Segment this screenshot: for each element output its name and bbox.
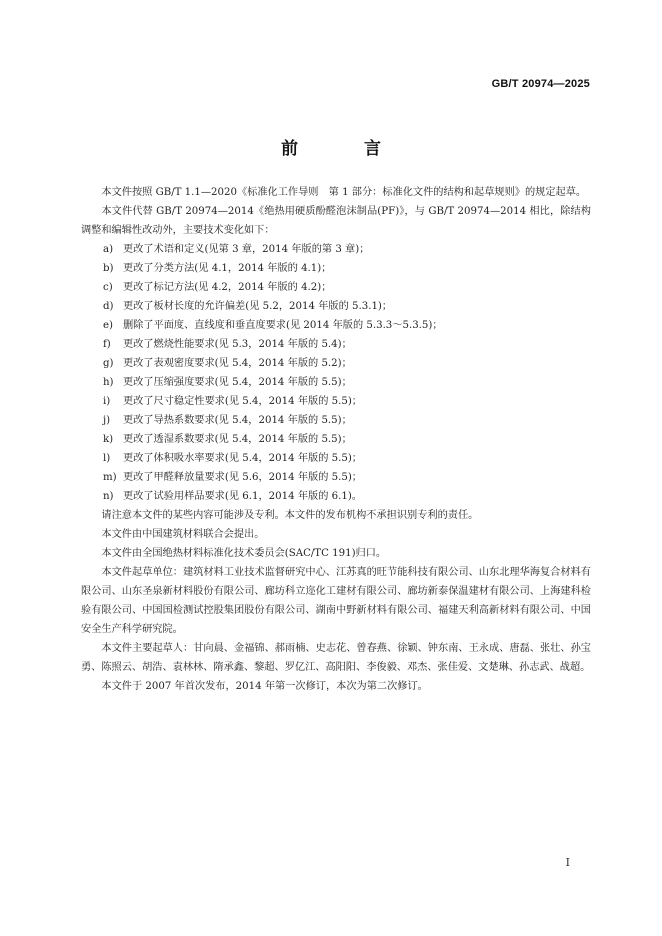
page-number: I — [565, 856, 570, 869]
list-item — [81, 430, 591, 449]
paragraph-committee: 本文件由全国绝热材料标准化技术委员会(SAC/TC 191)归口。 — [101, 548, 387, 559]
list-item-text: 更改了甲醛释放量要求(见 5.6，2014 年版的 5.5)； — [123, 472, 362, 483]
list-item — [81, 487, 591, 506]
list-marker: d) — [103, 301, 114, 312]
list-item-text: 更改了导热系数要求(见 5.4，2014 年版的 5.5)； — [123, 415, 352, 426]
list-item-text: 更改了板材长度的允许偏差(见 5.2，2014 年版的 5.3.1)； — [123, 301, 393, 312]
paragraph-proposer: 本文件由中国建筑材料联合会提出。 — [101, 529, 265, 540]
list-item — [81, 297, 591, 316]
changes-list — [81, 240, 591, 506]
list-item — [81, 335, 591, 354]
list-marker: c) — [103, 282, 113, 293]
list-item — [81, 278, 591, 297]
list-item — [81, 392, 591, 411]
list-item-text: 更改了燃烧性能要求(见 5.3，2014 年版的 5.4)； — [123, 339, 352, 350]
paragraph-patent-notice: 请注意本文件的某些内容可能涉及专利。本文件的发布机构不承担识别专利的责任。 — [101, 510, 479, 521]
foreword-body — [81, 183, 591, 696]
list-item-text: 更改了压缩强度要求(见 5.4，2014 年版的 5.5)； — [123, 377, 352, 388]
list-marker: a) — [103, 244, 114, 255]
list-marker: f) — [103, 339, 111, 350]
list-item — [81, 449, 591, 468]
list-marker: h) — [103, 377, 114, 388]
list-marker: g) — [103, 358, 114, 369]
list-marker: m) — [103, 472, 117, 483]
paragraph-drafting-units: 本文件起草单位：建筑材料工业技术监督研究中心、江苏真的旺节能科技有限公司、山东北理华海复合材料有限公司、山东圣泉新材料股份有限公司、廊坊科立迩化工建材有限公司、廊坊新泰保温建材有限公司、上海建科检验有限公司、中国国检测试控股集团股份有限公司、湖南中野新材料有限公司、福建天利高新材料有限公司、中国安全生产科学研究院。 — [81, 567, 591, 635]
list-item — [81, 468, 591, 487]
list-marker: l) — [103, 453, 111, 464]
list-marker: k) — [103, 434, 114, 445]
list-marker: b) — [103, 263, 114, 274]
list-item — [81, 411, 591, 430]
list-item-text: 更改了尺寸稳定性要求(见 5.4，2014 年版的 5.5)； — [123, 396, 362, 407]
list-item-text: 更改了试验用样品要求(见 6.1，2014 年版的 6.1)。 — [123, 491, 362, 502]
standard-code: GB/T 20974—2025 — [491, 78, 590, 90]
list-item — [81, 373, 591, 392]
list-item — [81, 354, 591, 373]
list-item — [81, 316, 591, 335]
list-item-text: 更改了分类方法(见 4.1，2014 年版的 4.1)； — [123, 263, 332, 274]
list-item-text: 更改了术语和定义(见第 3 章，2014 年版的第 3 章)； — [123, 244, 370, 255]
paragraph-drafting-rules: 本文件按照 GB/T 1.1—2020《标准化工作导则 第 1 部分：标准化文件的结构和起草规则》的规定起草。 — [101, 187, 587, 198]
list-item-text: 更改了标记方法(见 4.2，2014 年版的 4.2)； — [123, 282, 332, 293]
list-item-text: 更改了透湿系数要求(见 5.4，2014 年版的 5.5)； — [123, 434, 352, 445]
list-marker: j) — [103, 415, 111, 426]
paragraph-history: 本文件于 2007 年首次发布，2014 年第一次修订，本次为第二次修订。 — [101, 681, 428, 692]
list-item-text: 删除了平面度、直线度和垂直度要求(见 2014 年版的 5.3.3～5.3.5)； — [123, 320, 443, 331]
paragraph-replacement: 本文件代替 GB/T 20974—2014《绝热用硬质酚醛泡沫制品(PF)》，与 GB/T 20974—2014 相比，除结构调整和编辑性改动外，主要技术变化如下： — [81, 206, 591, 236]
list-item — [81, 259, 591, 278]
list-marker: n) — [103, 491, 114, 502]
list-marker: i) — [103, 396, 111, 407]
list-item — [81, 240, 591, 259]
list-item-text: 更改了表观密度要求(见 5.4，2014 年版的 5.2)； — [123, 358, 352, 369]
list-item-text: 更改了体积吸水率要求(见 5.4，2014 年版的 5.5)； — [123, 453, 362, 464]
page-title: 前 言 — [281, 139, 411, 159]
paragraph-drafters: 本文件主要起草人：甘向晨、金福锦、郝雨楠、史志花、曾春燕、徐颖、钟东南、王永成、唐磊、张壮、孙宝勇、陈照云、胡浩、袁林林、隋承鑫、黎超、罗亿江、高阳阳、李俊毅、邓杰、张佳爱、文楚琳、孙志武、战超。 — [81, 643, 591, 673]
list-marker: e) — [103, 320, 114, 331]
